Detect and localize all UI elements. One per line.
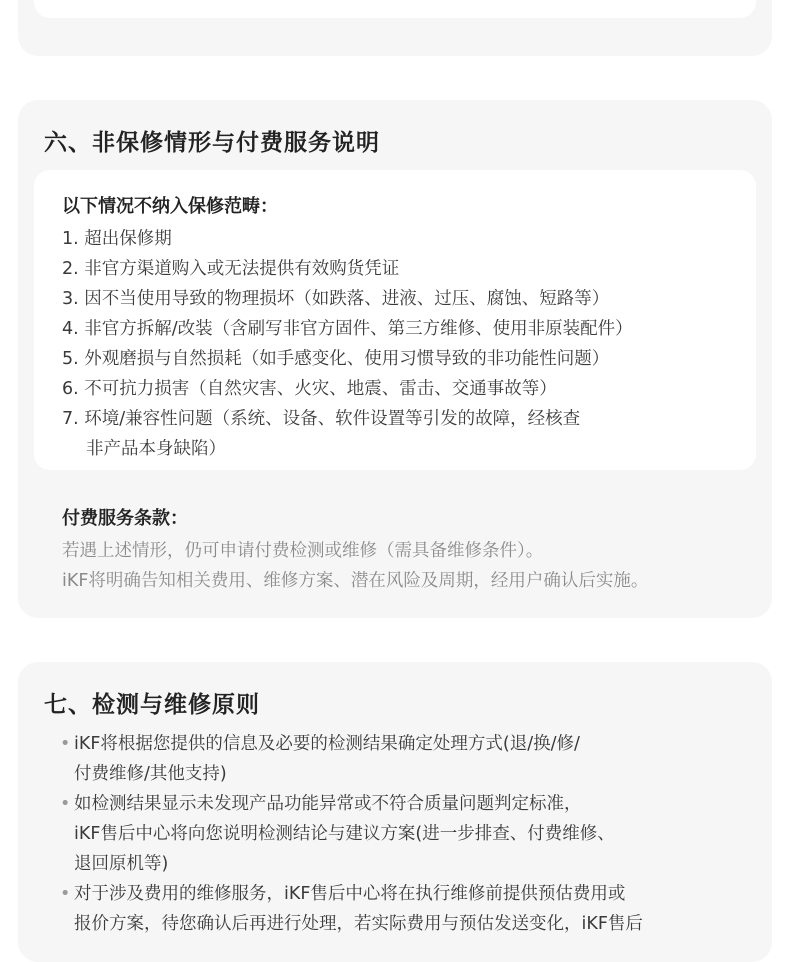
principle-item [60, 729, 643, 789]
principle-item-text: iKF售后中心将向您说明检测结论与建议方案(进一步排查、付费维修、 [74, 824, 615, 844]
principle-item [60, 879, 643, 939]
exclusion-item-text: 非产品本身缺陷） [86, 439, 226, 459]
exclusions-list [62, 224, 633, 464]
exclusion-item [62, 224, 633, 254]
exclusion-item-text: 1. 超出保修期 [62, 229, 172, 249]
paid-service-line-2: iKF将明确告知相关费用、维修方案、潜在风险及周期，经用户确认后实施。 [62, 571, 649, 591]
previous-section-inner [34, 0, 756, 18]
exclusion-item [62, 314, 633, 344]
section6-title: 六、非保修情形与付费服务说明 [44, 130, 380, 156]
section7-bullets [60, 729, 643, 939]
paid-service-line-1: 若遇上述情形，仍可申请付费检测或维修（需具备维修条件）。 [62, 541, 544, 561]
principle-item-text: • 如检测结果显示未发现产品功能异常或不符合质量问题判定标准， [74, 794, 582, 814]
principle-item [60, 789, 643, 879]
exclusion-item-text: 2. 非官方渠道购入或无法提供有效购货凭证 [62, 259, 400, 279]
principle-item-text: 报价方案，待您确认后再进行处理，若实际费用与预估发送变化，iKF售后 [74, 914, 643, 934]
exclusion-item-text: 3. 因不当使用导致的物理损坏（如跌落、进液、过压、腐蚀、短路等） [62, 289, 610, 309]
exclusion-item-text: 7. 环境/兼容性问题（系统、设备、软件设置等引发的故障，经核查 [62, 409, 581, 429]
exclusion-item-text: 4. 非官方拆解/改装（含刷写非官方固件、第三方维修、使用非原装配件） [62, 319, 633, 339]
principle-item-text: 退回原机等) [74, 854, 169, 874]
exclusions-heading: 以下情况不纳入保修范畴： [62, 196, 278, 217]
principle-item-text: 付费维修/其他支持) [74, 764, 227, 784]
paid-service-heading: 付费服务条款： [62, 508, 188, 529]
principle-item-text: • iKF将根据您提供的信息及必要的检测结果确定处理方式(退/换/修/ [74, 734, 580, 754]
exclusion-item [62, 374, 633, 404]
exclusion-item-text: 6. 不可抗力损害（自然灾害、火灾、地震、雷击、交通事故等） [62, 379, 557, 399]
exclusion-item [62, 404, 633, 464]
exclusion-item-text: 5. 外观磨损与自然损耗（如手感变化、使用习惯导致的非功能性问题） [62, 349, 610, 369]
principle-item-text: • 对于涉及费用的维修服务，iKF售后中心将在执行维修前提供预估费用或 [74, 884, 626, 904]
exclusion-item [62, 284, 633, 314]
exclusion-item [62, 344, 633, 374]
exclusion-item [62, 254, 633, 284]
section7-title: 七、检测与维修原则 [44, 692, 260, 718]
previous-section-card [18, 0, 772, 56]
